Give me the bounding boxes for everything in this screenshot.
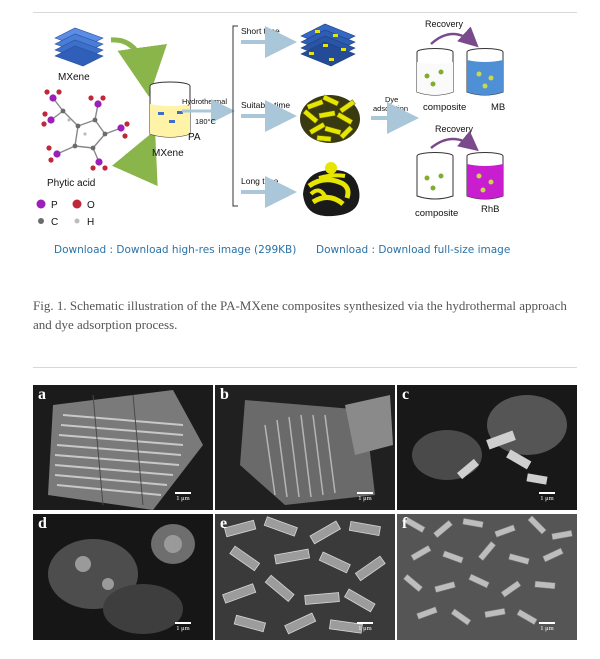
green-arrow-bottom-icon — [125, 144, 149, 158]
hydrothermal-label: Hydrothermal — [182, 97, 228, 106]
composite-beaker-top-icon — [417, 49, 453, 96]
panel-label-d: d — [38, 515, 47, 532]
panel-label-a: a — [38, 386, 46, 403]
green-arrow-top-icon — [111, 40, 147, 82]
scale-bar-f: 1 μm — [539, 622, 555, 632]
panel-label-e: e — [220, 515, 228, 532]
top-divider — [33, 12, 577, 13]
recovery-bottom-arrow-icon — [431, 139, 475, 148]
legend-c-dot — [38, 218, 44, 224]
sem-panel-e — [215, 514, 395, 640]
long-time-label: Long time — [241, 176, 279, 186]
suitable-time-label: Suitable time — [241, 100, 291, 110]
scale-bar-d: 1 μm — [175, 622, 191, 632]
short-time-label: Short time — [241, 26, 280, 36]
sem-image-grid — [33, 385, 577, 640]
legend-h-dot — [75, 219, 80, 224]
recovery-bottom-label: Recovery — [435, 124, 474, 134]
composite-bottom-label: composite — [415, 208, 459, 219]
dye-label: Dye — [385, 95, 399, 104]
phytic-acid-label: Phytic acid — [47, 178, 96, 189]
composite-top-label: composite — [423, 102, 467, 113]
legend-c-label: C — [51, 217, 59, 228]
mb-beaker-icon — [467, 49, 503, 96]
short-time-product-icon — [301, 24, 355, 66]
rhb-label: RhB — [481, 204, 500, 215]
scale-bar-c: 1 μm — [539, 492, 555, 502]
mxene-label: MXene — [58, 72, 90, 83]
sem-panel-c — [397, 385, 577, 510]
middle-divider — [33, 367, 577, 368]
mxene-sheets-icon — [55, 28, 103, 66]
sem-panel-d — [33, 514, 213, 640]
recovery-top-arrow-icon — [431, 34, 475, 44]
scale-bar-b: 1 μm — [357, 492, 373, 502]
panel-label-b: b — [220, 386, 229, 403]
panel-label-f: f — [402, 515, 408, 532]
legend-o-dot — [73, 200, 82, 209]
suitable-time-nanorods-icon — [300, 95, 360, 143]
pa-label: PA — [188, 132, 201, 143]
sem-panel-b — [215, 385, 395, 510]
legend-p-label: P — [51, 200, 58, 211]
download-fullsize-link[interactable]: Download : Download full-size image — [316, 244, 511, 256]
scale-bar-e: 1 μm — [357, 622, 373, 632]
figure-caption: Fig. 1. Schematic illustration of the PA-MXene composites synthesized via the hydrothermal approach and dye adsorption process. — [33, 298, 567, 332]
rhb-beaker-icon — [467, 153, 503, 200]
recovery-top-label: Recovery — [425, 19, 464, 29]
legend-p-dot — [37, 200, 46, 209]
composite-beaker-bottom-icon — [417, 153, 453, 200]
phytic-acid-molecule-icon — [41, 89, 129, 170]
sem-panel-f — [397, 514, 577, 640]
branch-bracket — [233, 26, 238, 206]
download-links — [54, 244, 574, 262]
legend-o-label: O — [87, 200, 95, 211]
scale-bar-a: 1 μm — [175, 492, 191, 502]
download-hires-link[interactable]: Download : Download high-res image (299KB) — [54, 244, 297, 256]
beaker-mxene-label: MXene — [152, 148, 184, 159]
temperature-label: 180°C — [195, 117, 216, 126]
figure-1-schematic — [33, 16, 577, 238]
legend-h-label: H — [87, 217, 95, 228]
panel-label-c: c — [402, 386, 410, 403]
mb-label: MB — [491, 102, 506, 113]
sem-panel-a — [33, 385, 213, 510]
long-time-aggregate-icon — [303, 162, 359, 216]
adsorption-label: adsorption — [373, 104, 409, 113]
